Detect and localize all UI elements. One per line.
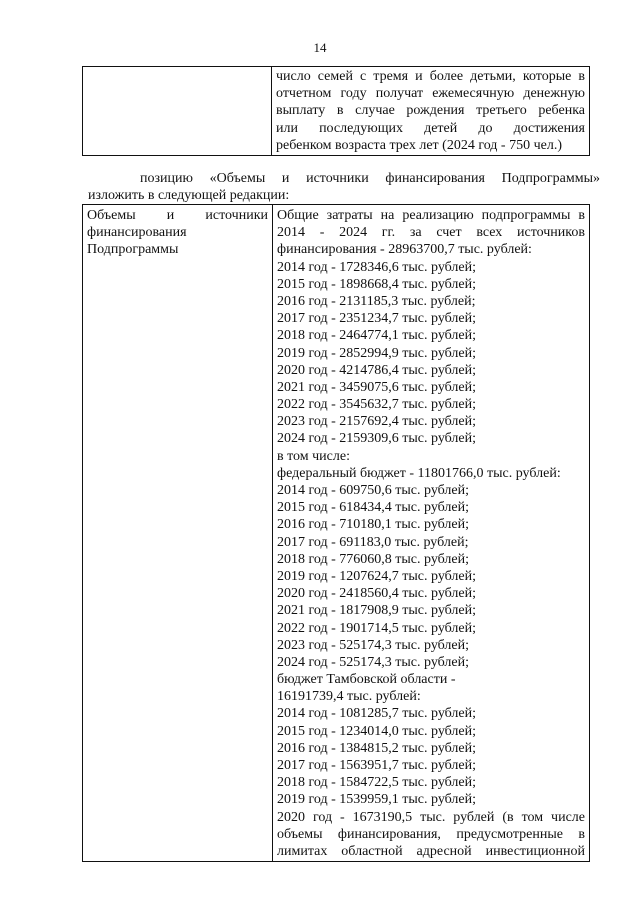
text-line: федеральный бюджет - 11801766,0 тыс. рублей:: [277, 465, 561, 481]
instruction-line-1: позицию «Объемы и источники финансирования Подпрограммы»: [140, 171, 600, 186]
continuation-table: [82, 66, 590, 156]
text-line: 2019 год - 1207624,7 тыс. рублей;: [277, 568, 477, 584]
text-line: 2015 год - 1234014,0 тыс. рублей;: [277, 723, 477, 739]
instruction-line-2: изложить в следующей редакции:: [88, 188, 290, 203]
text-line: 2023 год - 2157692,4 тыс. рублей;: [277, 414, 477, 430]
text-line: 2014 - 2024 гг. за счет всех источников: [277, 225, 585, 241]
page-number: 14: [313, 40, 327, 55]
text-line: выплату в случае рождения третьего ребенка: [276, 103, 585, 119]
table-row: [83, 67, 590, 156]
text-line: отчетном году получат ежемесячную денежную: [276, 86, 585, 102]
text-line: бюджет Тамбовской области -: [277, 672, 456, 688]
text-line: 2018 год - 776060,8 тыс. рублей;: [277, 551, 470, 567]
text-line: 2017 год - 2351234,7 тыс. рублей;: [277, 311, 477, 327]
text-line: в том числе:: [277, 448, 350, 464]
text-line: 2023 год - 525174,3 тыс. рублей;: [277, 637, 470, 653]
label-line: Объемы и источники: [87, 208, 268, 223]
text-line: 2015 год - 618434,4 тыс. рублей;: [277, 500, 470, 516]
text-line: 2016 год - 1384815,2 тыс. рублей;: [277, 740, 477, 756]
text-line: 16191739,4 тыс. рублей:: [277, 689, 421, 705]
table-row: [83, 205, 590, 862]
text-line: 2019 год - 2852994,9 тыс. рублей;: [277, 345, 477, 361]
position-label-cell: [83, 205, 273, 862]
text-line: 2016 год - 710180,1 тыс. рублей;: [277, 517, 470, 533]
text-line: 2017 год - 691183,0 тыс. рублей;: [277, 534, 469, 550]
text-line: 2021 год - 3459075,6 тыс. рублей;: [277, 379, 477, 395]
text-line: 2014 год - 1728346,6 тыс. рублей;: [277, 259, 477, 275]
text-line: 2022 год - 3545632,7 тыс. рублей;: [277, 397, 477, 413]
text-line: ребенком возраста трех лет (2024 год - 750 чел.): [276, 137, 562, 153]
text-line: 2020 год - 2418560,4 тыс. рублей;: [277, 586, 477, 602]
empty-left-cell: [83, 67, 272, 156]
text-line: 2019 год - 1539959,1 тыс. рублей;: [277, 792, 477, 808]
text-line: 2022 год - 1901714,5 тыс. рублей;: [277, 620, 477, 636]
text-line: финансирования - 28963700,7 тыс. рублей:: [277, 242, 532, 258]
label-line: финансирования: [87, 225, 187, 241]
text-line: 2020 год - 4214786,4 тыс. рублей;: [277, 362, 477, 378]
text-line: число семей с тремя и более детьми, которые в: [276, 69, 585, 84]
text-line: 2016 год - 2131185,3 тыс. рублей;: [277, 293, 476, 309]
text-line: 2020 год - 1673190,5 тыс. рублей (в том числе: [277, 809, 585, 825]
text-line: 2014 год - 609750,6 тыс. рублей;: [277, 483, 470, 498]
text-line: 2017 год - 1563951,7 тыс. рублей;: [277, 758, 477, 773]
text-line: 2015 год - 1898668,4 тыс. рублей;: [277, 276, 477, 292]
text-line: или последующих детей до достижения: [276, 120, 585, 136]
text-line: объемы финансирования, предусмотренные в: [277, 826, 585, 842]
indicator-text-cell: [272, 67, 590, 156]
text-line: Общие затраты на реализацию подпрограммы в: [277, 208, 585, 223]
label-line: Подпрограммы: [87, 242, 179, 258]
financing-table: [82, 204, 590, 862]
text-line: лимитах областной адресной инвестиционной: [277, 843, 585, 859]
text-line: 2018 год - 1584722,5 тыс. рублей;: [277, 775, 477, 791]
text-line: 2018 год - 2464774,1 тыс. рублей;: [277, 328, 477, 344]
financing-details-cell: [273, 205, 590, 862]
text-line: 2024 год - 2159309,6 тыс. рублей;: [277, 431, 477, 447]
text-line: 2024 год - 525174,3 тыс. рублей;: [277, 654, 470, 670]
text-line: 2021 год - 1817908,9 тыс. рублей;: [277, 603, 477, 619]
text-line: 2014 год - 1081285,7 тыс. рублей;: [277, 706, 477, 722]
